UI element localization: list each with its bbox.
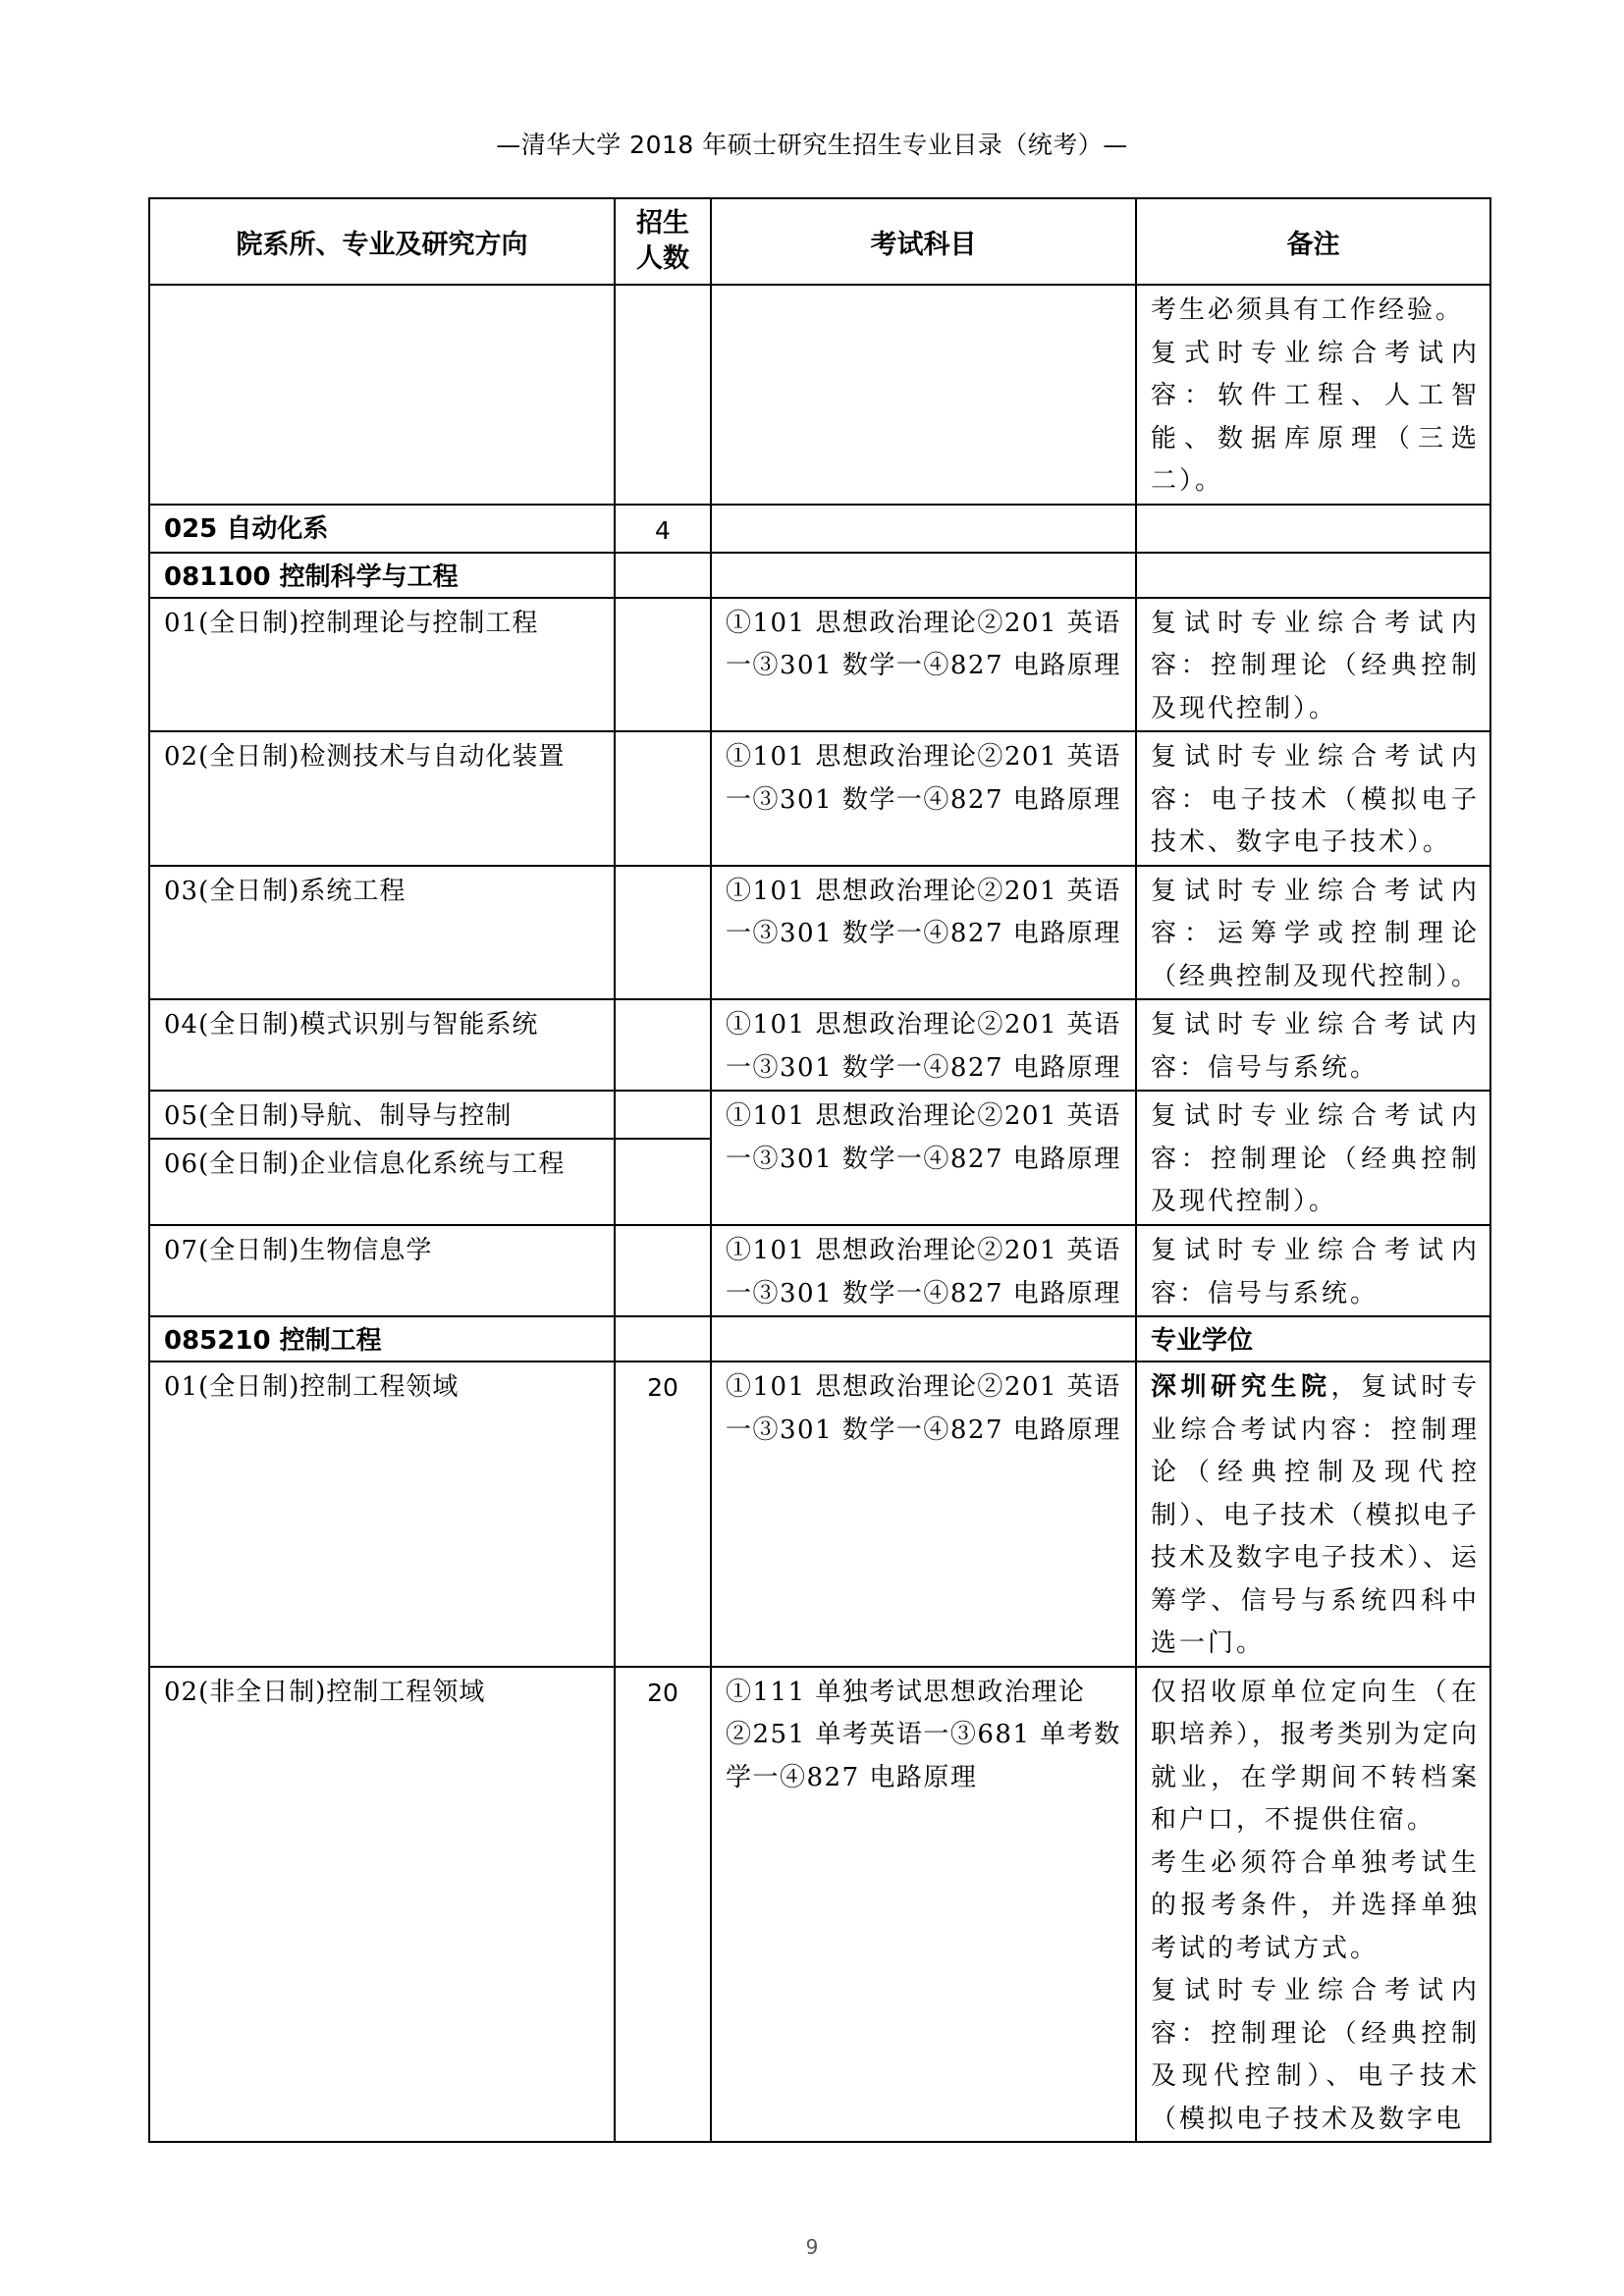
- degree-note: 专业学位: [1151, 1326, 1254, 1356]
- enrollment-count: 20: [647, 1373, 678, 1402]
- col-header-exam: 考试科目: [711, 198, 1136, 285]
- notes-cell: 复试时专业综合考试内容：控制理论（经典控制及现代控制）。: [1151, 1101, 1480, 1216]
- enrollment-count: 20: [647, 1678, 678, 1707]
- notes-cell: [1137, 1362, 1489, 1666]
- notes-cell: 复试时专业综合考试内容：运筹学或控制理论（经典控制及现代控制）。: [1151, 876, 1481, 991]
- table-row: [149, 731, 1490, 866]
- major-label: 081100 控制科学与工程: [164, 561, 459, 592]
- program-name: 02(全日制)检测技术与自动化装置: [164, 742, 566, 772]
- table-row: [149, 999, 1490, 1091]
- department-count: 4: [655, 515, 671, 545]
- exam-subjects: ①101 思想政治理论②201 英语一③301 数学一④827 电路原理: [726, 742, 1121, 815]
- exam-subjects: ①101 思想政治理论②201 英语一③301 数学一④827 电路原理: [726, 1236, 1121, 1308]
- program-name: 01(全日制)控制工程领域: [164, 1372, 460, 1402]
- notes-cell: 复试时专业综合考试内容：电子技术（模拟电子技术、数字电子技术）。: [1151, 742, 1480, 857]
- col-header-program: 院系所、专业及研究方向: [149, 198, 615, 285]
- exam-subjects: ①101 思想政治理论②201 英语一③301 数学一④827 电路原理: [726, 1101, 1121, 1174]
- major-row: [149, 1316, 1490, 1362]
- program-name: 05(全日制)导航、制导与控制: [164, 1101, 513, 1131]
- table-row: [149, 1091, 1490, 1139]
- campus-label: 深圳研究生院: [1151, 1372, 1331, 1402]
- notes-cell: 复试时专业综合考试内容：信号与系统。: [1151, 1010, 1480, 1083]
- page-number: 9: [805, 2235, 819, 2259]
- program-catalog-table: [148, 197, 1491, 2143]
- table-row: [149, 1362, 1490, 1667]
- program-name: 02(非全日制)控制工程领域: [164, 1677, 486, 1707]
- table-row: [149, 866, 1490, 1000]
- page-title: —清华大学 2018 年硕士研究生招生专业目录（统考）—: [496, 131, 1128, 159]
- notes-cell: 仅招收原单位定向生（在职培养），报考类别为定向就业，在学期间不转档案和户口，不提供住宿。 考生必须符合单独考试生的报考条件，并选择单独考试的考试方式。 复试时专业综合考试内容：控制理论（经典控制及现代控制）、电子技术（模拟电子技术及数字电: [1151, 1677, 1481, 2134]
- notes-text: ，复试时专业综合考试内容：控制理论（经典控制及现代控制）、电子技术（模拟电子技术及数字电子技术）、运筹学、信号与系统四科中选一门。: [1151, 1372, 1481, 1658]
- department-label: 025 自动化系: [164, 513, 329, 544]
- notes-cell: 复试时专业综合考试内容：信号与系统。: [1151, 1236, 1480, 1308]
- major-label: 085210 控制工程: [164, 1326, 382, 1356]
- program-name: 07(全日制)生物信息学: [164, 1236, 433, 1265]
- exam-subjects: ①101 思想政治理论②201 英语一③301 数学一④827 电路原理: [726, 608, 1121, 680]
- col-header-notes: 备注: [1136, 198, 1490, 285]
- department-row: [149, 505, 1490, 553]
- continuation-row: [149, 285, 1490, 505]
- notes-cell: 考生必须具有工作经验。 复式时专业综合考试内容：软件工程、人工智能、数据库原理（三选二）。: [1151, 295, 1480, 496]
- program-name: 03(全日制)系统工程: [164, 876, 406, 906]
- exam-subjects: ①111 单独考试思想政治理论②251 单考英语一③681 单考数学一④827 电路原理: [726, 1677, 1121, 1792]
- table-row: [149, 1225, 1490, 1316]
- major-row: [149, 553, 1490, 598]
- table-row: [149, 1667, 1490, 2143]
- program-name: 06(全日制)企业信息化系统与工程: [164, 1149, 566, 1179]
- exam-subjects: ①101 思想政治理论②201 英语一③301 数学一④827 电路原理: [726, 1010, 1121, 1083]
- exam-subjects: ①101 思想政治理论②201 英语一③301 数学一④827 电路原理: [726, 1372, 1121, 1445]
- col-header-count: 招生 人数: [615, 198, 711, 285]
- table-header-row: [149, 198, 1490, 285]
- notes-cell: 复试时专业综合考试内容：控制理论（经典控制及现代控制）。: [1151, 608, 1480, 723]
- table-row: [149, 598, 1490, 732]
- program-name: 04(全日制)模式识别与智能系统: [164, 1010, 539, 1040]
- program-name: 01(全日制)控制理论与控制工程: [164, 608, 539, 638]
- exam-subjects: ①101 思想政治理论②201 英语一③301 数学一④827 电路原理: [726, 876, 1121, 948]
